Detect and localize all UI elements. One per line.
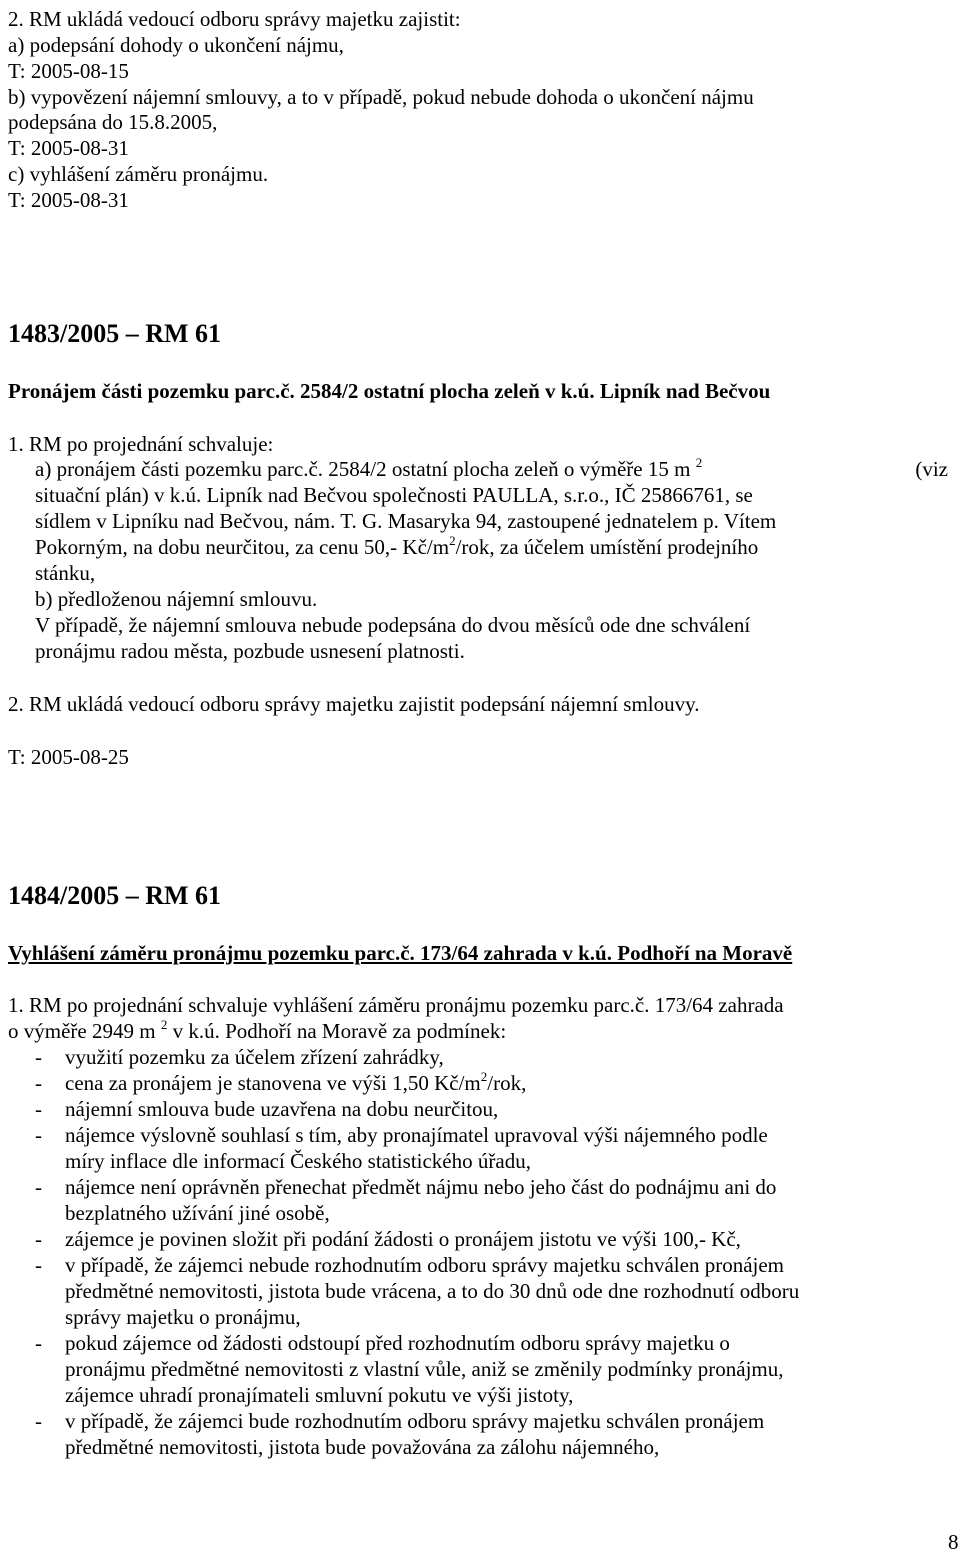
dash-bullet: -	[35, 1409, 42, 1433]
text-line: V případě, že nájemní smlouva nebude podepsána do dvou měsíců ode dne schválení	[35, 613, 751, 637]
list-item-text: nájemce výslovně souhlasí s tím, aby pronajímatel upravoval výši nájemného podle	[65, 1123, 768, 1147]
text-line: situační plán) v k.ú. Lipník nad Bečvou společnosti PAULLA, s.r.o., IČ 25866761, se	[35, 483, 753, 507]
list-item-text: zájemce uhradí pronajímateli smluvní pokutu ve výši jistoty,	[65, 1383, 574, 1407]
list-item-text: v případě, že zájemci bude rozhodnutím odboru správy majetku schválen pronájem	[65, 1409, 765, 1433]
text-line: b) předloženou nájemní smlouvu.	[35, 587, 318, 611]
list-item-text: pronájmu předmětné nemovitosti z vlastní vůle, aniž se změnily podmínky pronájmu,	[65, 1357, 784, 1381]
list-item-tail: /rok,	[487, 1071, 527, 1095]
text-line: o výměře 2949 m $^2$ v k.ú. Podhoří na Moravě za podmínek:	[8, 1017, 507, 1043]
list-item-text: bezplatného užívání jiné osobě,	[65, 1201, 330, 1225]
text-line: 1. RM po projednání schvaluje vyhlášení záměru pronájmu pozemku parc.č. 173/64 zahrada	[8, 993, 784, 1017]
list-item-text: nájemní smlouva bude uzavřena na dobu neurčitou,	[65, 1097, 499, 1121]
text-line: sídlem v Lipníku nad Bečvou, nám. T. G. Masaryka 94, zastoupené jednatelem p. Vítem	[35, 509, 777, 533]
list-item-text: využití pozemku za účelem zřízení zahrádky,	[65, 1045, 444, 1069]
list-item-text: předmětné nemovitosti, jistota bude vrácena, a to do 30 dnů ode dne rozhodnutí odboru	[65, 1279, 800, 1303]
text-line: pronájmu radou města, pozbude usnesení platnosti.	[35, 639, 465, 663]
text-line: stánku,	[35, 561, 96, 585]
list-item-text: správy majetku o pronájmu,	[65, 1305, 301, 1329]
text-line: 2. RM ukládá vedoucí odboru správy majetku zajistit podepsání nájemní smlouvy.	[8, 692, 700, 716]
text-line: b) vypovězení nájemní smlouvy, a to v případě, pokud nebude dohoda o ukončení nájmu	[8, 85, 754, 109]
list-item-text: míry inflace dle informací Českého statistického úřadu,	[65, 1149, 531, 1173]
list-item-text: cena za pronájem je stanovena ve výši 1,50 Kč/m	[65, 1071, 481, 1095]
deadline: T: 2005-08-25	[8, 745, 129, 769]
text-line: 2. RM ukládá vedoucí odboru správy majetku zajistit:	[8, 7, 461, 31]
text-line: 1. RM po projednání schvaluje:	[8, 432, 274, 456]
dash-bullet: -	[35, 1227, 42, 1251]
resolution-subject: Vyhlášení záměru pronájmu pozemku parc.č. 173/64 zahrada v k.ú. Podhoří na Moravě	[8, 941, 793, 965]
superscript: 2	[480, 1069, 488, 1084]
text-line: c) vyhlášení záměru pronájmu.	[8, 162, 269, 186]
text-line: a) podepsání dohody o ukončení nájmu,	[8, 33, 344, 57]
dash-bullet: -	[35, 1175, 42, 1199]
dash-bullet: -	[35, 1071, 42, 1095]
text-line: T: 2005-08-31	[8, 188, 129, 212]
dash-bullet: -	[35, 1331, 42, 1355]
page-number: 8	[948, 1530, 959, 1554]
dash-bullet: -	[35, 1097, 42, 1121]
resolution-subject: Pronájem části pozemku parc.č. 2584/2 ostatní plocha zeleň v k.ú. Lipník nad Bečvou	[8, 379, 771, 403]
dash-bullet: -	[35, 1045, 42, 1069]
resolution-number: 1484/2005 – RM 61	[8, 881, 222, 910]
text-line: T: 2005-08-15	[8, 59, 129, 83]
text-line: a) pronájem části pozemku parc.č. 2584/2 ostatní plocha zeleň o výměře 15 m $^2$ (viz	[35, 455, 948, 481]
text-line: podepsána do 15.8.2005,	[8, 110, 218, 134]
dash-bullet: -	[35, 1123, 42, 1147]
list-item-text: pokud zájemce od žádosti odstoupí před rozhodnutím odboru správy majetku o	[65, 1331, 730, 1355]
list-item-text: nájemce není oprávněn přenechat předmět nájmu nebo jeho část do podnájmu ani do	[65, 1175, 777, 1199]
text-line: T: 2005-08-31	[8, 136, 129, 160]
resolution-number: 1483/2005 – RM 61	[8, 319, 222, 348]
list-item-text: v případě, že zájemci nebude rozhodnutím odboru správy majetku schválen pronájem	[65, 1253, 785, 1277]
text-line: Pokorným, na dobu neurčitou, za cenu 50,- $Kč/m^2$/rok, za účelem umístění prodejního	[35, 533, 759, 559]
list-item-text: zájemce je povinen složit při podání žádosti o pronájem jistotu ve výši 100,- Kč,	[65, 1227, 741, 1251]
list-item-text: předmětné nemovitosti, jistota bude považována za zálohu nájemného,	[65, 1435, 660, 1459]
dash-bullet: -	[35, 1253, 42, 1277]
